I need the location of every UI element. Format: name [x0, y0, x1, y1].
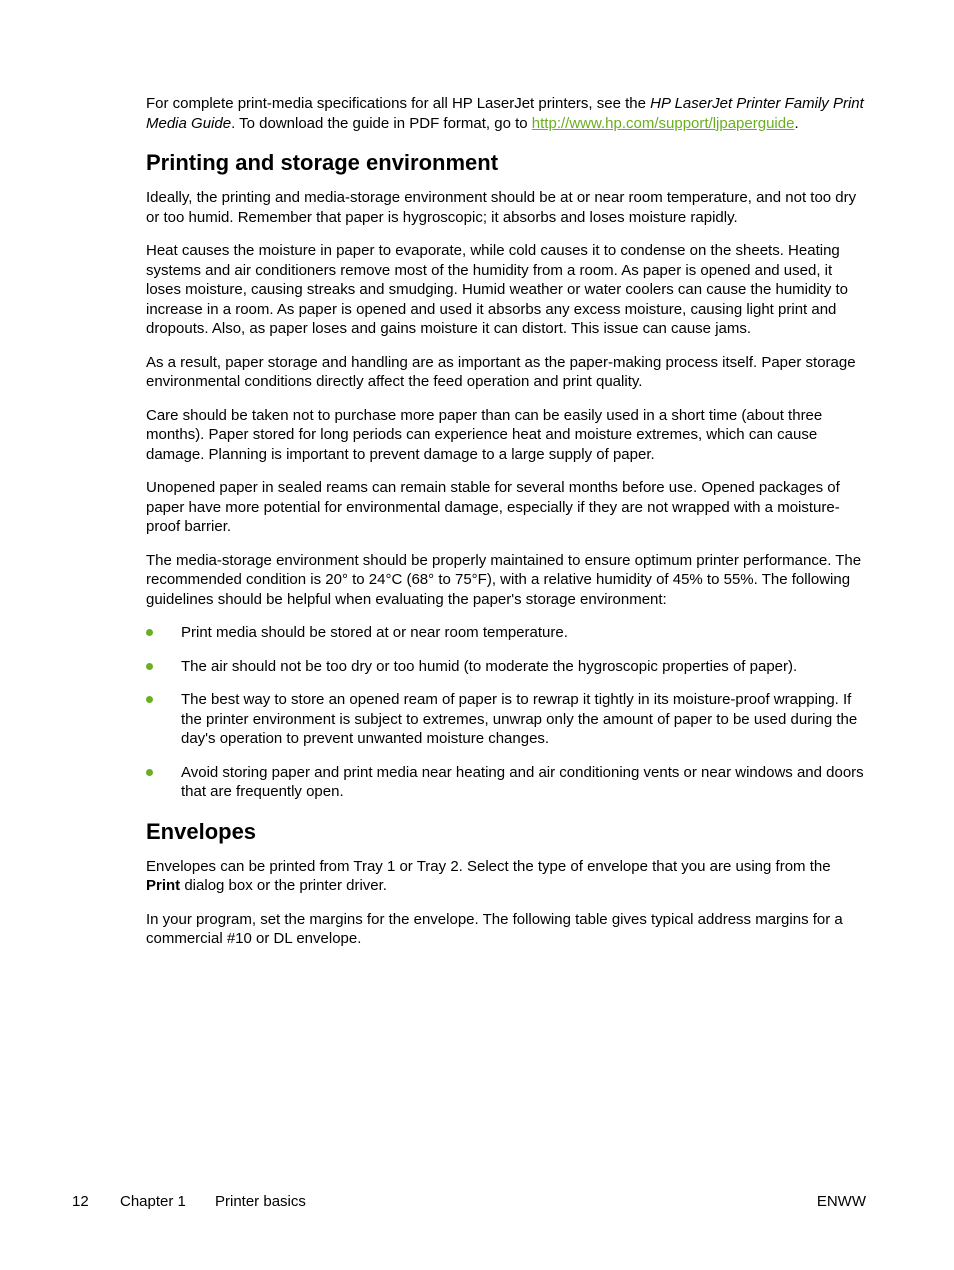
bullet-icon — [146, 663, 153, 670]
list-item-text: Avoid storing paper and print media near heating and air conditioning vents or near windows and doors that are frequently open. — [181, 763, 864, 800]
envelopes-paragraph — [146, 857, 866, 896]
bullet-icon — [146, 629, 153, 636]
margins-paragraph: In your program, set the margins for the envelope. The following table gives typical address margins for a commercial #10 or DL envelope. — [146, 910, 843, 947]
section-label: Printer basics — [215, 1193, 306, 1210]
guide-title: HP LaserJet Printer Family Print Media Guide — [146, 95, 864, 132]
intro-text-before: For complete print-media specifications for all HP LaserJet printers, see the — [146, 95, 651, 112]
intro-text-after: . — [794, 114, 799, 132]
document-code: ENWW — [816, 1193, 866, 1210]
list-item-text: The air should not be too dry or too humid (to moderate the hygroscopic properties of paper). — [181, 657, 798, 675]
page-content — [146, 94, 866, 963]
list-item — [146, 690, 866, 749]
bullet-icon — [146, 769, 153, 776]
list-item-text: The best way to store an opened ream of paper is to rewrap it tightly in its moisture-proof wrapping. If the printer environment is subject to extremes, unwrap only the amount of paper to be used during the day's operation to prevent unwanted moisture changes. — [181, 691, 858, 747]
section-heading-printing-storage: Printing and storage environment — [146, 150, 499, 175]
paragraph: The media-storage environment should be properly maintained to ensure optimum printer performance. The recommended condition is 20° to 24°C (68° to 75°F), with a relative humidity of 45% to 55%. The following guidelines should be helpful when evaluating the paper's storage environment: — [146, 551, 862, 608]
paragraph: Ideally, the printing and media-storage environment should be at or near room temperature, and not too dry or too humid. Remember that paper is hygroscopic; it absorbs and loses moisture rapidly. — [146, 189, 857, 226]
bullet-icon — [146, 696, 153, 703]
print-dialog-label: Print — [146, 877, 181, 894]
paper-guide-link[interactable]: http://www.hp.com/support/ljpaperguide — [531, 114, 795, 132]
paragraph: As a result, paper storage and handling are as important as the paper-making process itself. Paper storage environmental conditions directly affect the feed operation and print quality. — [146, 353, 856, 390]
list-item — [146, 763, 866, 802]
paragraph: Care should be taken not to purchase more paper than can be easily used in a short time (about three months). Paper stored for long periods can experience heat and moisture extremes, which can cause damage. Planning is important to prevent damage to a large supply of paper. — [146, 406, 823, 463]
page-number: 12 — [72, 1193, 89, 1210]
envelopes-text-before: Envelopes can be printed from Tray 1 or Tray 2. Select the type of envelope that you are using from the — [146, 857, 831, 875]
list-item — [146, 623, 866, 643]
list-item-text: Print media should be stored at or near room temperature. — [181, 624, 568, 641]
chapter-label: Chapter 1 — [120, 1193, 186, 1210]
list-item — [146, 657, 866, 677]
intro-text-middle: . To download the guide in PDF format, go to — [231, 114, 532, 132]
paragraph: Heat causes the moisture in paper to evaporate, while cold causes it to condense on the sheets. Heating systems and air conditioners remove most of the humidity from a room. As paper is opened and used, it loses moisture, causing streaks and smudging. Humid weather or water coolers can cause the humidity to increase in a room. As paper is opened and used it absorbs any excess moisture, causing light print and dropouts. Also, as paper loses and gains moisture it can distort. This issue can cause jams. — [146, 242, 849, 337]
guidelines-list — [146, 623, 866, 802]
section-heading-envelopes: Envelopes — [146, 818, 257, 844]
paragraph: Unopened paper in sealed reams can remain stable for several months before use. Opened packages of paper have more potential for environmental damage, especially if they are not wrapped with a moisture-proof barrier. — [146, 479, 840, 535]
intro-paragraph — [146, 94, 866, 133]
envelopes-text-after: dialog box or the printer driver. — [180, 877, 387, 894]
